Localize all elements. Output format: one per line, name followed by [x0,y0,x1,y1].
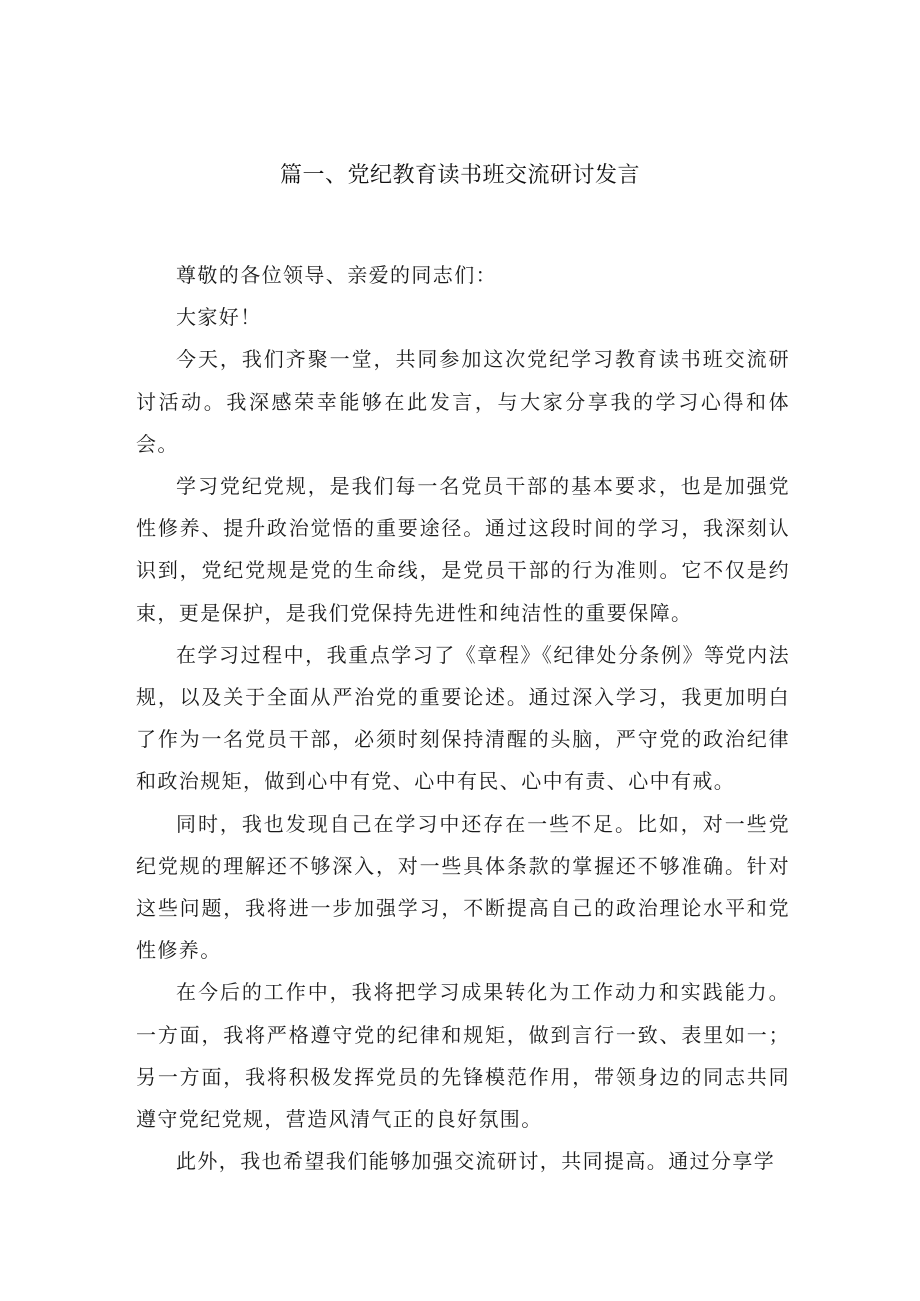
paragraph-exchange: 此外，我也希望我们能够加强交流研讨，共同提高。通过分享学 [176,1149,776,1174]
paragraph-importance: 学习党纪党规，是我们每一名党员干部的基本要求，也是加强党性修养、提升政治觉悟的重要途径。通过这段时间的学习，我深刻认识到，党纪党规是党的生命线，是党员干部的行为准则。它不仅是约束，更是保护，是我们党保持先进性和纯洁性的重要保障。 [136,474,790,625]
paragraph-opening: 今天，我们齐聚一堂，共同参加这次党纪学习教育读书班交流研讨活动。我深感荣幸能够在此发言，与大家分享我的学习心得和体会。 [136,347,790,456]
document-title: 篇一、党纪教育读书班交流研讨发言 [279,163,640,188]
paragraph-shortcomings: 同时，我也发现自己在学习中还存在一些不足。比如，对一些党纪党规的理解还不够深入，对一些具体条款的掌握还不够准确。针对这些问题，我将进一步加强学习，不断提高自己的政治理论水平和党性修养。 [136,811,790,963]
document-body [136,254,790,1182]
paragraph-future-work: 在今后的工作中，我将把学习成果转化为工作动力和实践能力。一方面，我将严格遵守党的纪律和规矩，做到言行一致、表里如一；另一方面，我将积极发挥党员的先锋模范作用，带领身边的同志共同遵守党纪党规，营造风清气正的良好氛围。 [136,980,790,1132]
paragraph-study-content: 在学习过程中，我重点学习了《章程》《纪律处分条例》等党内法规，以及关于全面从严治党的重要论述。通过深入学习，我更加明白了作为一名党员干部，必须时刻保持清醒的头脑，严守党的政治纪律和政治规矩，做到心中有党、心中有民、心中有责、心中有戒。 [136,642,790,794]
paragraph-greeting: 大家好！ [176,305,262,330]
paragraph-salutation: 尊敬的各位领导、亲爱的同志们： [176,263,497,287]
